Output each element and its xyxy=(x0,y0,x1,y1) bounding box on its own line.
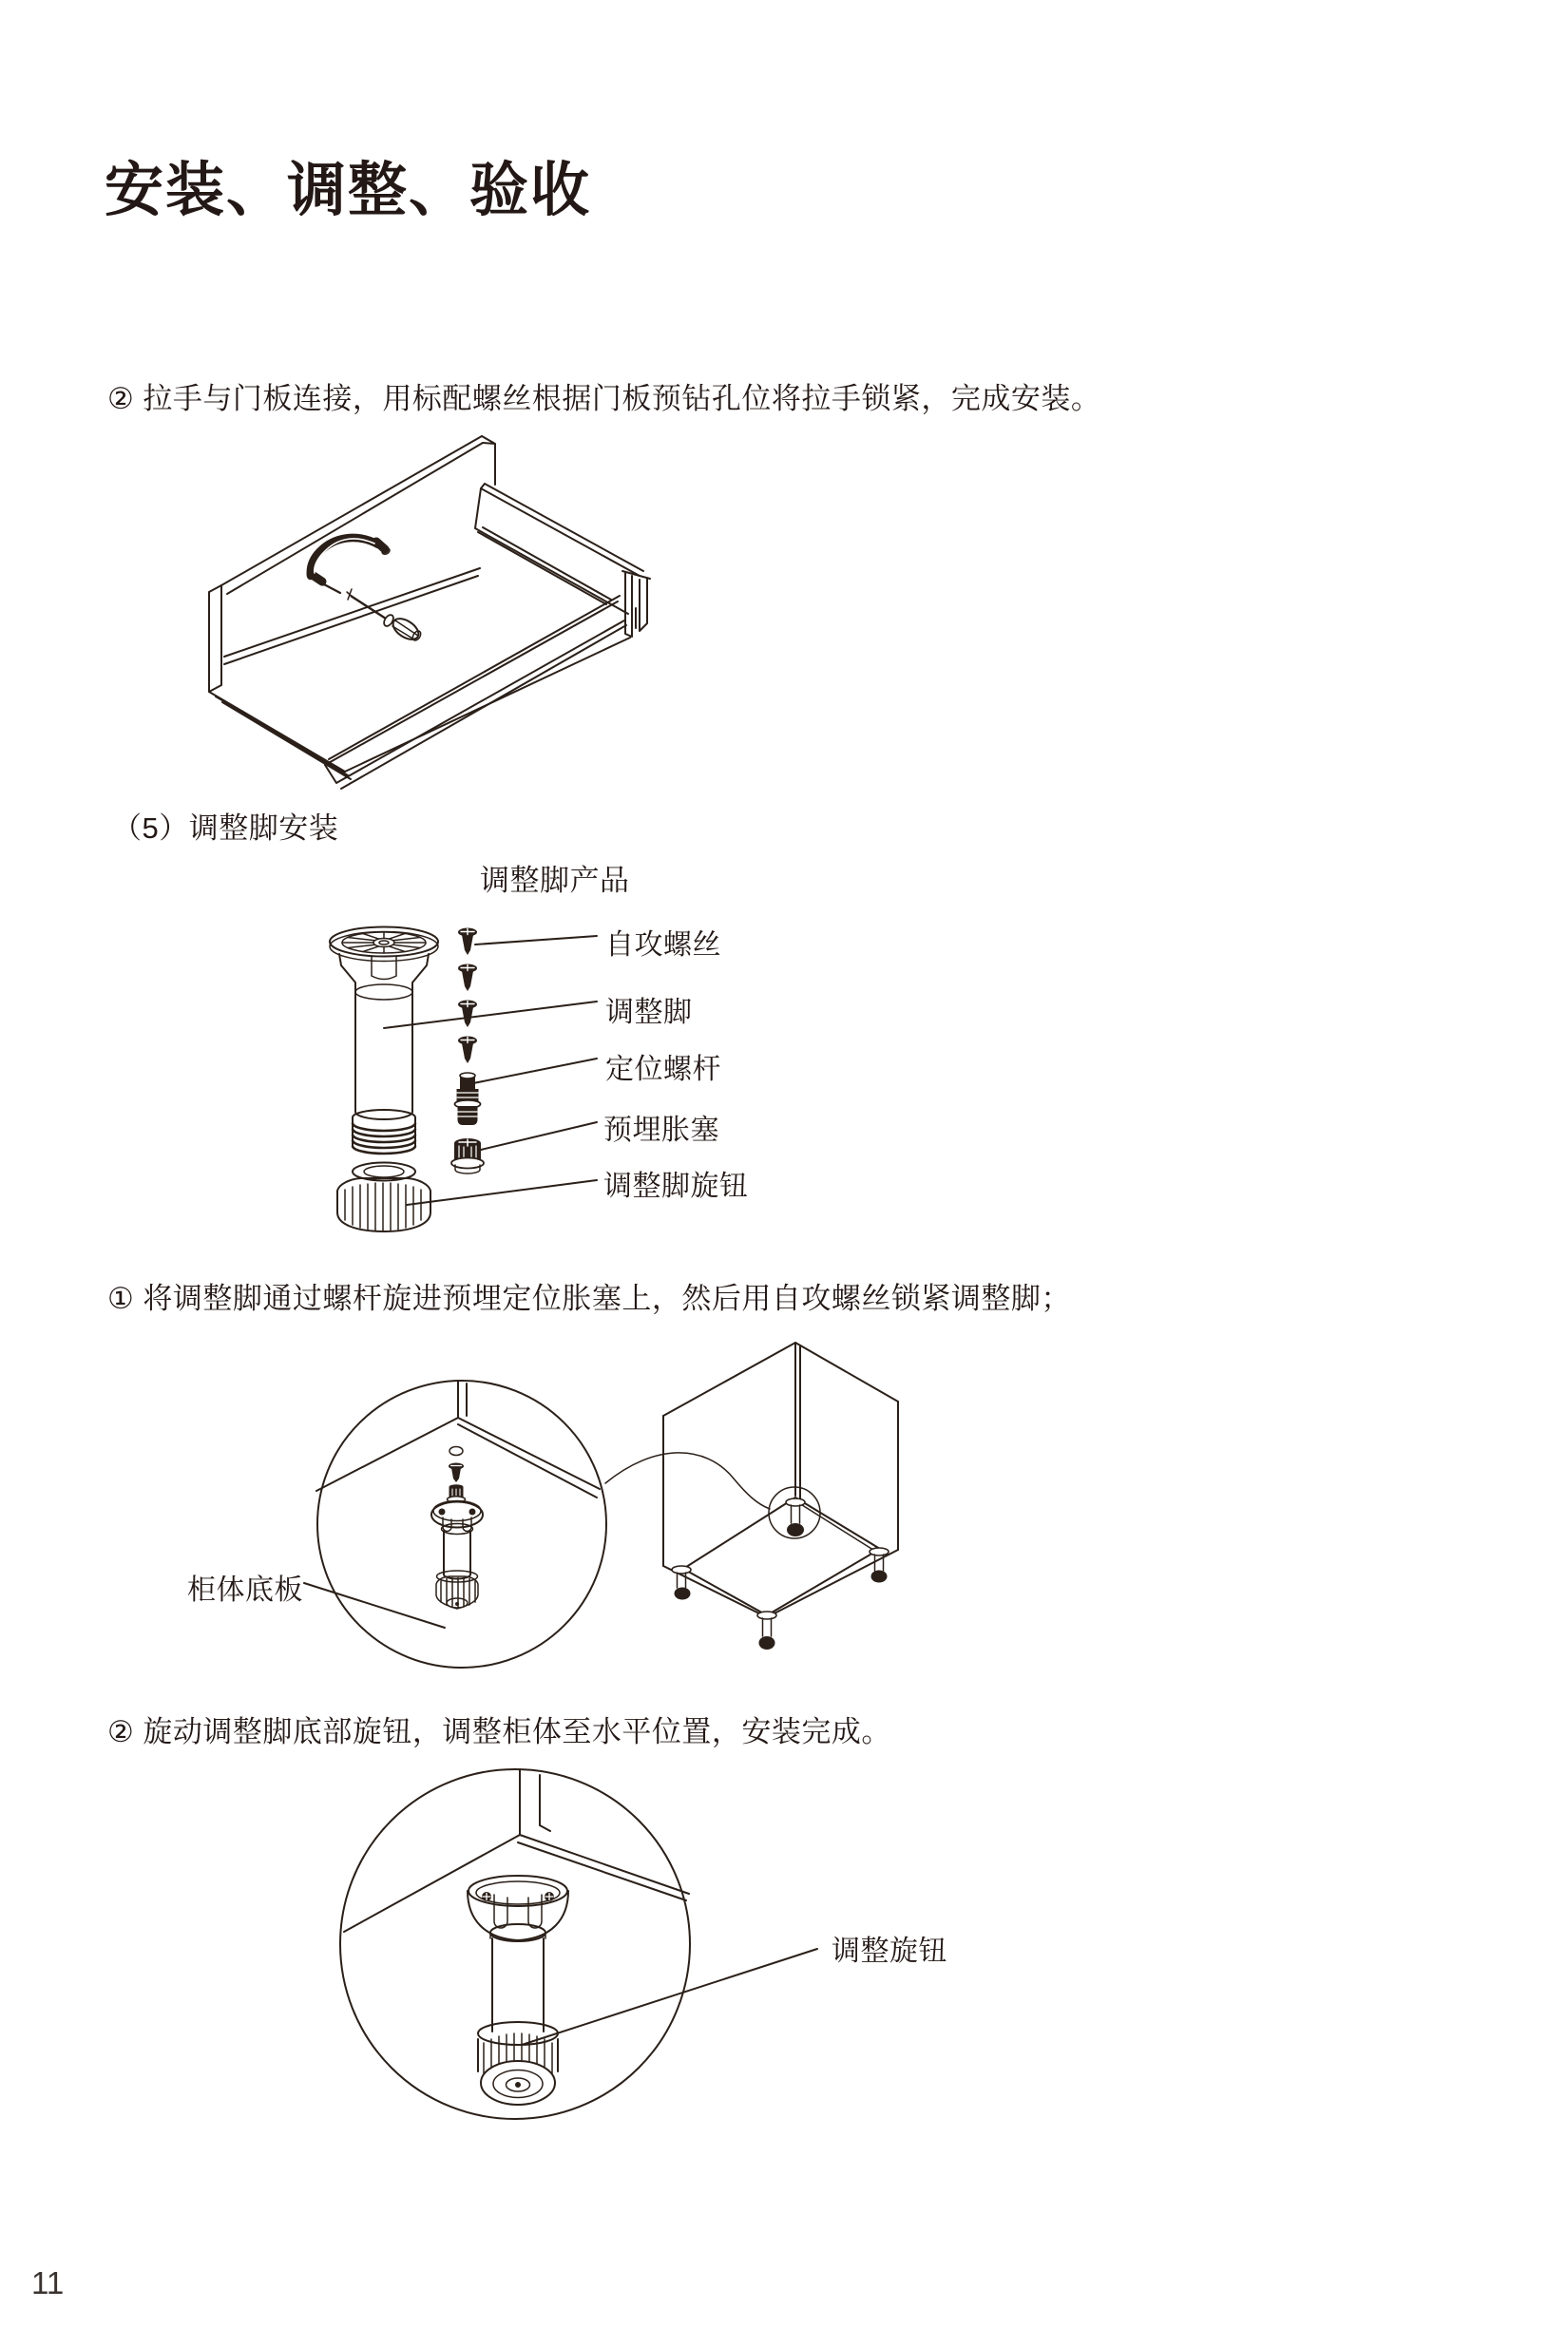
handle-icon xyxy=(311,538,385,593)
screw-icon xyxy=(458,928,477,956)
cabinet-foot xyxy=(870,1548,889,1583)
positioning-rod-icon xyxy=(455,1073,481,1125)
foot-step2-text: ② 旋动调整脚底部旋钮，调整柜体至水平位置，安装完成。 xyxy=(107,1715,891,1748)
panel-left-edge xyxy=(209,585,221,692)
cabinet-drawing xyxy=(663,1343,898,1617)
adjustable-foot-installed xyxy=(431,1501,483,1610)
cabinet-foot xyxy=(672,1566,691,1600)
expansion-plug-icon xyxy=(448,1484,466,1502)
page-number: 11 xyxy=(31,2265,65,2300)
corner-post xyxy=(622,571,650,637)
foot-parts-diagram xyxy=(309,898,765,1273)
label-adjust-knob: 调整旋钮 xyxy=(832,1936,947,1967)
knob-adjust-diagram xyxy=(314,1763,846,2200)
handle-step-text: ② 拉手与门板连接，用标配螺丝根据门板预钻孔位将拉手锁紧，完成安装。 xyxy=(107,382,1101,415)
label-expansion-plug: 预埋胀塞 xyxy=(603,1115,719,1146)
label-positioning-screw: 定位螺杆 xyxy=(605,1054,721,1085)
leader-line xyxy=(522,1949,817,2045)
cabinet-corner-lines xyxy=(316,1381,600,1498)
leader-line xyxy=(304,1583,445,1628)
screw-icon xyxy=(458,1037,477,1064)
screw-icon xyxy=(458,1001,477,1028)
cabinet-feet xyxy=(672,1498,889,1650)
adjustable-foot-drawing xyxy=(330,927,438,1154)
foot-knob-drawing xyxy=(337,1163,430,1232)
front-bottom-edge xyxy=(345,638,630,772)
label-self-tapping-screw: 自攻螺丝 xyxy=(605,929,721,961)
cabinet-foot xyxy=(757,1612,776,1650)
expansion-plug-icon xyxy=(451,1138,484,1174)
back-wall xyxy=(475,484,643,614)
foot-install-diagram xyxy=(181,1335,922,1706)
label-cabinet-bottom-panel: 柜体底板 xyxy=(187,1574,303,1606)
label-adjustable-foot: 调整脚 xyxy=(605,997,693,1028)
page-title: 安装、调整、验收 xyxy=(105,158,592,223)
foot-step1-text: ① 将调整脚通过螺杆旋进预埋定位胀塞上，然后用自攻螺丝锁紧调整脚； xyxy=(107,1282,1071,1315)
screws-column xyxy=(458,928,477,1064)
installed-foot-large xyxy=(468,1876,568,2105)
screw-icon xyxy=(449,1463,464,1483)
leader-lines xyxy=(384,936,597,1205)
label-foot-knob: 调整脚旋钮 xyxy=(603,1171,749,1202)
panel-cap xyxy=(482,436,495,485)
screw-icon xyxy=(458,964,477,992)
connector-curve xyxy=(605,1453,770,1509)
left-bottom-rail xyxy=(209,692,351,779)
parts-caption: 调整脚产品 xyxy=(480,864,630,897)
panel-top-edge xyxy=(221,436,483,594)
drawer-diagram xyxy=(185,428,703,798)
floor-junction xyxy=(224,568,480,664)
section5-heading: （5）调整脚安装 xyxy=(112,811,339,845)
pilot-hole xyxy=(449,1447,463,1456)
screwdriver-icon xyxy=(347,589,422,643)
cabinet-corner-lines xyxy=(344,1769,689,1932)
cabinet-foot xyxy=(786,1498,805,1536)
